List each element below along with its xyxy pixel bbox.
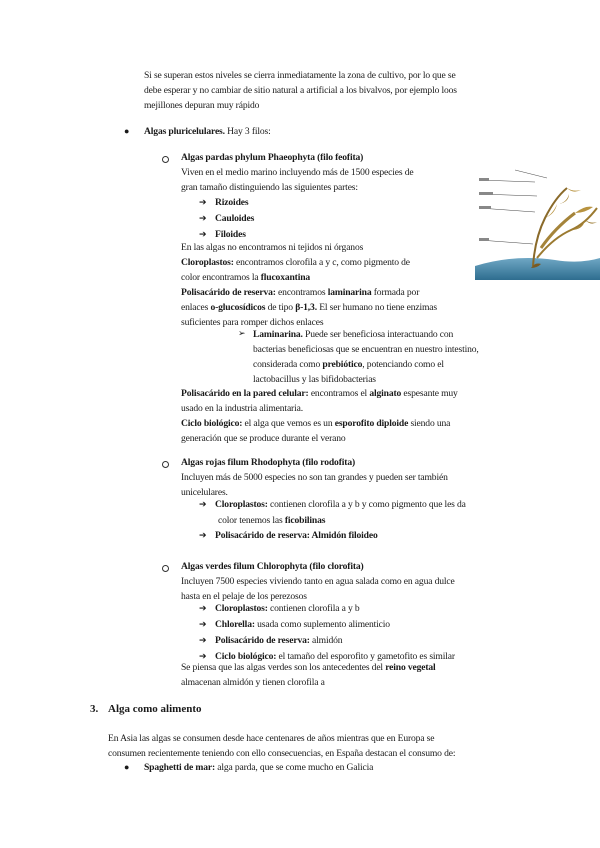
arrow-right-icon: ➔ xyxy=(199,214,207,224)
list-item: ➔ Chlorella: usada como suplemento alimenticio xyxy=(199,617,455,633)
arrow-right-icon: ➔ xyxy=(199,604,207,614)
arrowhead-icon: ➢ xyxy=(238,329,246,339)
pardas-no-tejidos: En las algas no encontramos ni tejidos ni órganos xyxy=(181,242,364,253)
circle-bullet xyxy=(162,461,169,468)
list-item: ➔ Rizoides xyxy=(199,195,254,211)
arrow-right-icon: ➔ xyxy=(199,620,207,630)
arrow-right-icon: ➔ xyxy=(199,531,207,541)
pardas-details-2: Polisacárido en la pared celular: encontramos el alginato espesante muy usado en la industria alimentaria. Ciclo biológico: el alga que vemos es un esporofito diploide siendo una generación que se produce durante el verano xyxy=(181,388,458,444)
pluricelulares-text: Hay 3 filos: xyxy=(224,126,271,137)
section-number: 3. xyxy=(90,703,99,715)
list-item: ➔ Polisacárido de reserva: almidón xyxy=(199,633,455,649)
pardas-details: En las algas no encontramos ni tejidos ni órganos Cloroplastos: encontramos clorofila a y c, como pigmento de color encontramos la flucoxantina Polisacárido de reserva: encontramos laminarina formada por enlaces o-glucosídicos de tipo β-1,3. El ser humano no tiene enzimas suficientes para romper dichos enlaces xyxy=(181,242,437,328)
pluricelulares-item xyxy=(144,124,271,139)
arrow-right-icon: ➔ xyxy=(199,652,207,662)
list-item: ➔ Filoides xyxy=(199,227,254,243)
arrow-right-icon: ➔ xyxy=(199,636,207,646)
pluricelulares-label: Algas pluricelulares. xyxy=(144,126,225,137)
list-item: ➔ Cloroplastos: contienen clorofila a y b y como pigmento que les da xyxy=(199,497,466,513)
section-title: Alga como alimento xyxy=(108,703,202,715)
rojas-section: Algas rojas filum Rhodophyta (filo rodofita) Incluyen más de 5000 especies no son tan grandes y pueden ser también unicelulares. xyxy=(181,457,448,498)
intro-line-2: debe esperar y no cambiar de sitio natural a artificial a los bivalvos, por ejemplo loos xyxy=(144,85,457,96)
intro-paragraph xyxy=(144,68,457,113)
verdes-list xyxy=(199,601,455,665)
circle-bullet xyxy=(162,156,169,163)
intro-line-3: mejillones depuran muy rápido xyxy=(144,100,260,111)
rojas-title: Algas rojas filum Rhodophyta (filo rodofita) xyxy=(181,457,356,468)
intro-line-1: Si se superan estos niveles se cierra inmediatamente la zona de cultivo, por lo que se xyxy=(144,70,456,81)
arrow-right-icon: ➔ xyxy=(199,500,207,510)
brown-algae-illustration xyxy=(475,168,600,280)
pardas-desc-2: gran tamaño distinguiendo las siguientes partes: xyxy=(181,182,358,193)
verdes-section: Algas verdes filum Chlorophyta (filo clorofita) Incluyen 7500 especies viviendo tanto en agua salada como en agua dulce hasta en el pelaje de los perezosos xyxy=(181,561,455,602)
pardas-parts-list xyxy=(199,195,254,243)
spaghetti-item: Spaghetti de mar: alga parda, que se come mucho en Galicia xyxy=(144,762,374,773)
arrow-right-icon: ➔ xyxy=(199,198,207,208)
list-item: ➔ Cauloides xyxy=(199,211,254,227)
list-item: ➔ Polisacárido de reserva: Almidón filoideo xyxy=(199,528,466,544)
arrow-right-icon: ➔ xyxy=(199,230,207,240)
circle-bullet xyxy=(162,565,169,572)
list-item: ➔ Ciclo biológico: el tamaño del esporofito y gametofito es similar xyxy=(199,649,455,665)
bullet-dot: ● xyxy=(124,126,130,136)
section3-paragraph: En Asia las algas se consumen desde hace centenares de años mientras que en Europa se consumen recientemente teniendo con ello consecuencias, en España destacan el consumo de: xyxy=(108,733,456,759)
pardas-section xyxy=(181,150,413,195)
laminarina-note: Laminarina. Puede ser beneficiosa interactuando con bacterias beneficiosas que se encuentran en nuestro intestino, considerada como prebiótico, potenciando como el lactobacillus y las bifidobacterias xyxy=(253,329,479,385)
rojas-list: ➔ Cloroplastos: contienen clorofila a y b y como pigmento que les da color tenemos las ficobilinas ➔ Polisacárido de reserva: Almidón filoideo xyxy=(199,497,466,544)
pardas-title: Algas pardas phylum Phaeophyta (filo feofita) xyxy=(181,152,364,163)
bullet-dot: ● xyxy=(124,762,130,772)
pardas-desc-1: Viven en el medio marino incluyendo más de 1500 especies de xyxy=(181,167,414,178)
verdes-footer: Se piensa que las algas verdes son los antecedentes del reino vegetal almacenan almidón y tienen clorofila a xyxy=(181,662,436,688)
verdes-title: Algas verdes filum Chlorophyta (filo clorofita) xyxy=(181,561,364,572)
list-item: ➔ Cloroplastos: contienen clorofila a y b xyxy=(199,601,455,617)
